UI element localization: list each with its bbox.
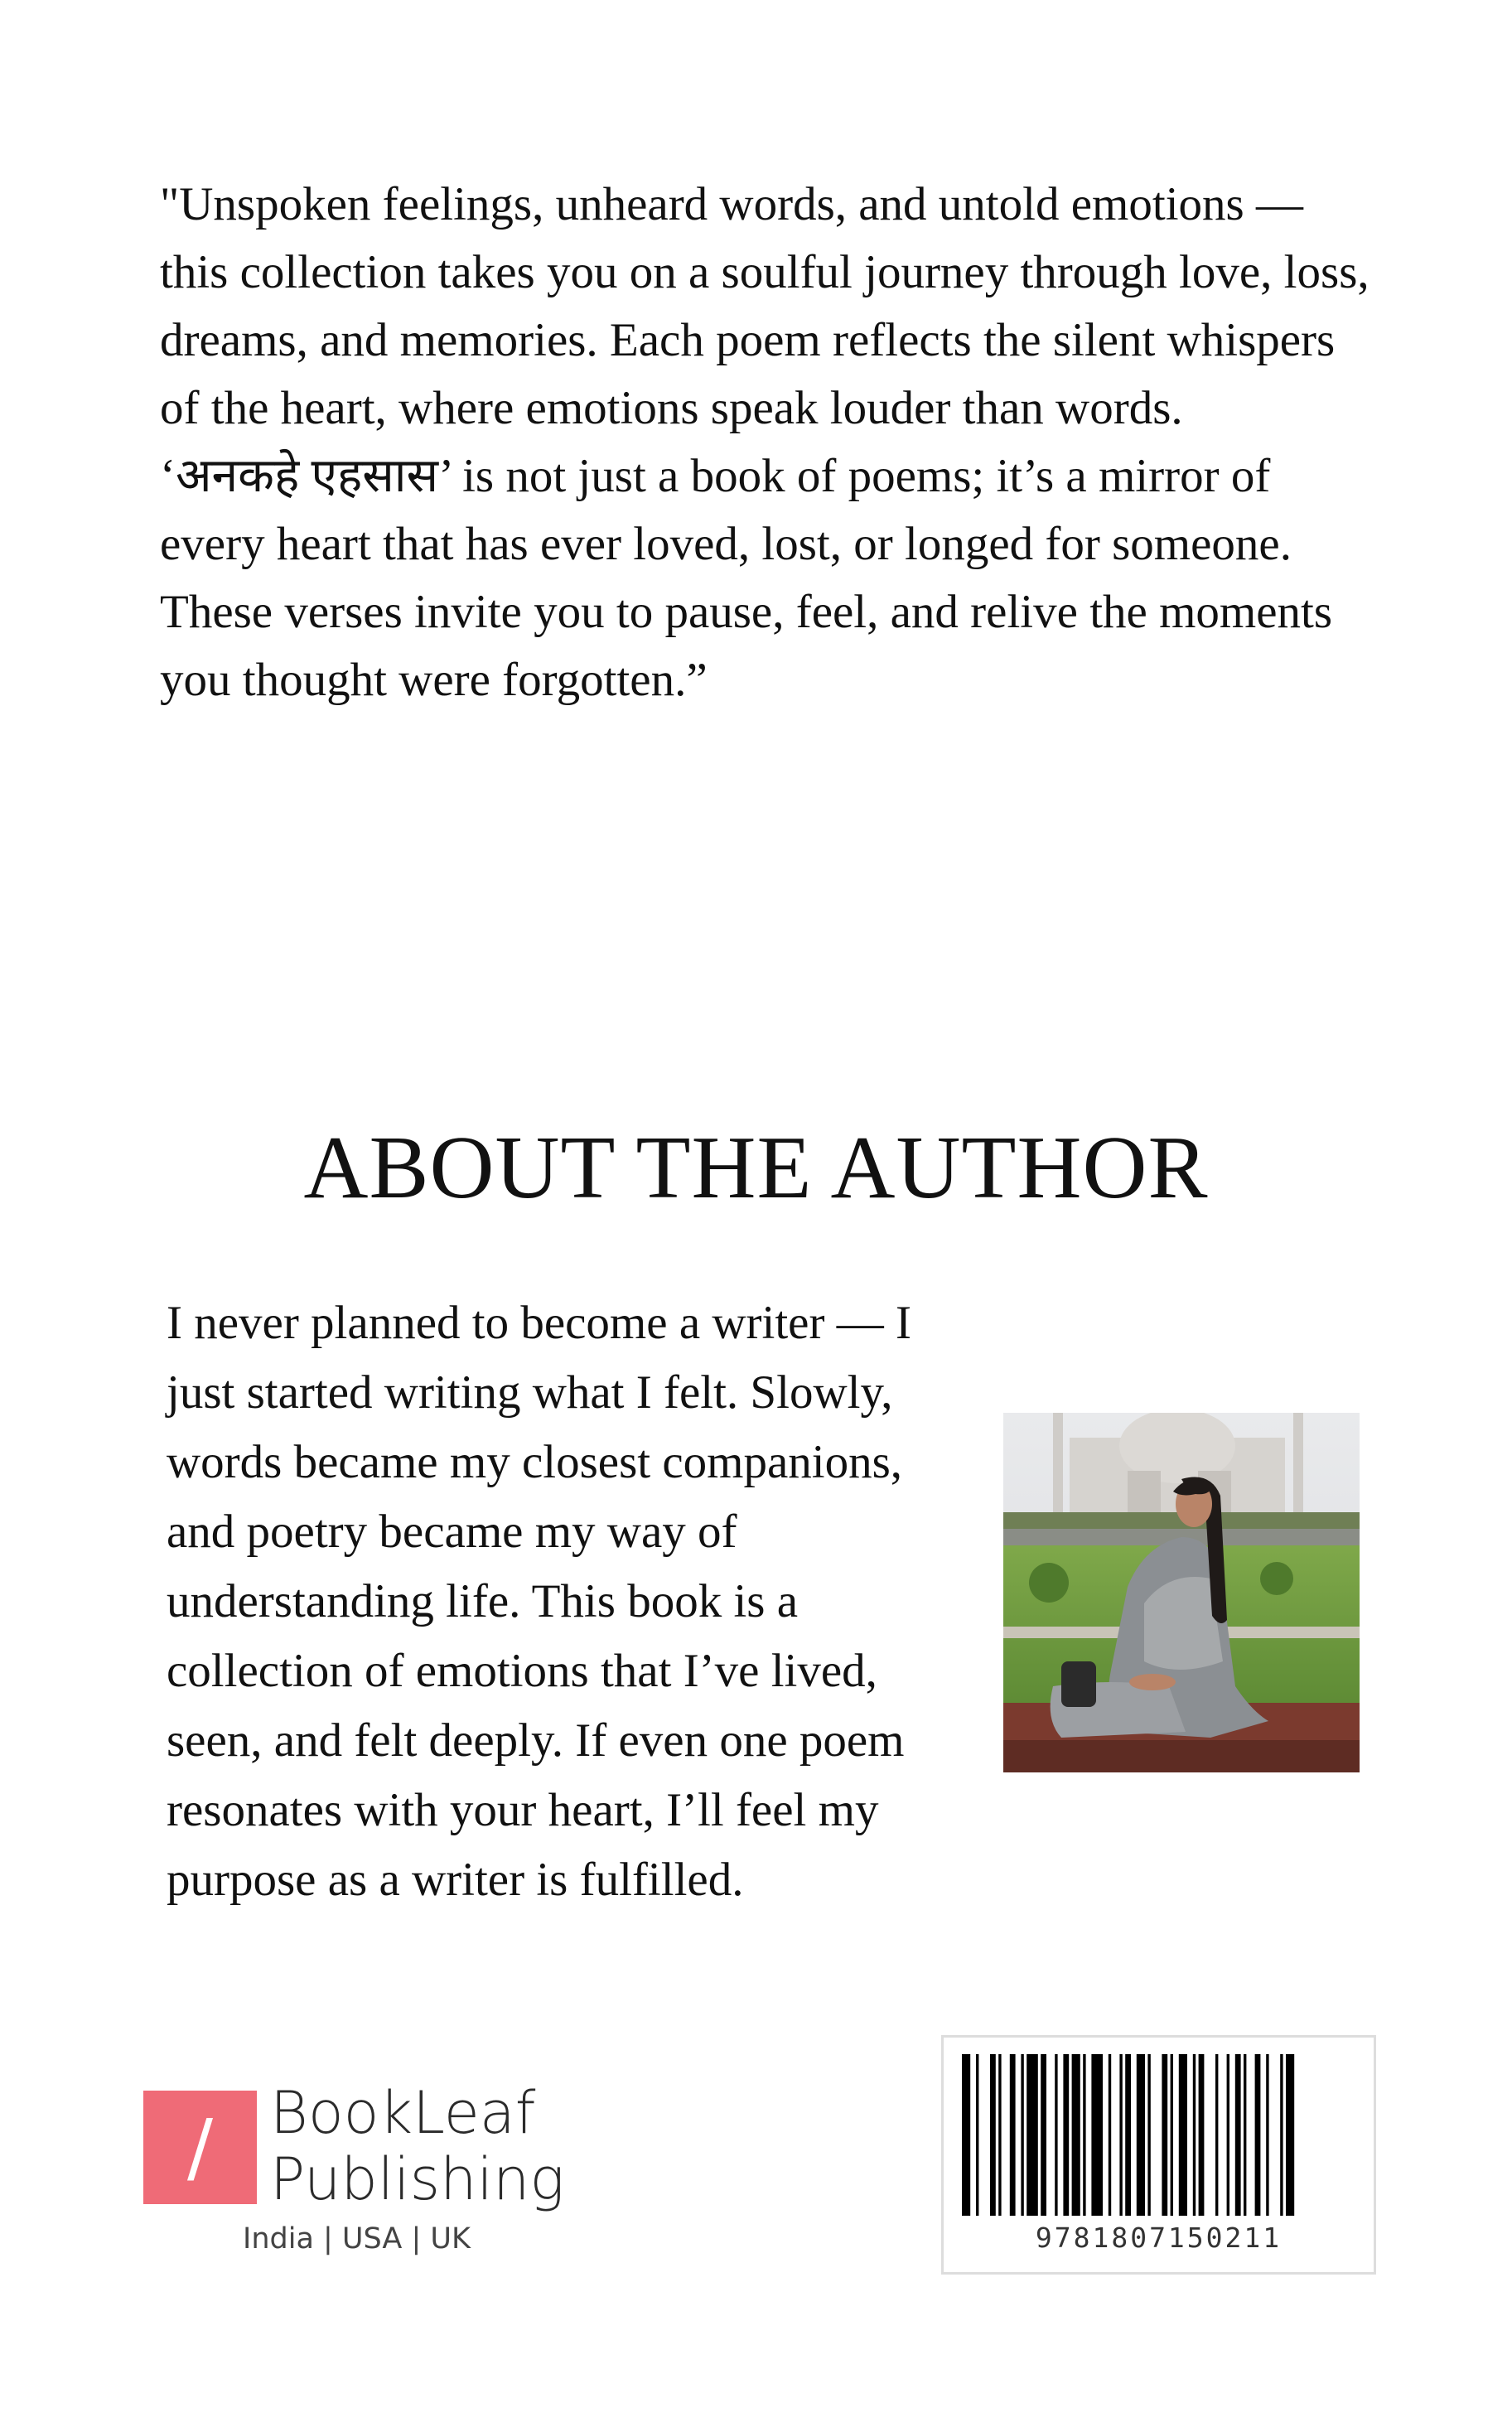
author-photo-image <box>1003 1413 1360 1772</box>
barcode-bar <box>1227 2054 1229 2216</box>
barcode-bar <box>1091 2054 1103 2216</box>
barcode-icon <box>962 2054 1355 2216</box>
about-author-heading: ABOUT THE AUTHOR <box>303 1119 1209 1217</box>
barcode-bar <box>962 2054 970 2216</box>
barcode-bar <box>1147 2054 1150 2216</box>
isbn-number: 9781807150211 <box>1035 2222 1283 2254</box>
barcode-bar <box>990 2054 996 2216</box>
barcode-bar <box>1255 2054 1261 2216</box>
barcode-bar <box>1119 2054 1122 2216</box>
barcode-bar <box>998 2054 1001 2216</box>
barcode-bar <box>1286 2054 1294 2216</box>
publisher-name <box>270 2080 564 2212</box>
author-photo <box>1003 1413 1360 1772</box>
publisher-name-line-1: BookLeaf <box>270 2079 536 2147</box>
barcode-bar <box>1179 2054 1187 2216</box>
barcode-bar <box>1244 2054 1246 2216</box>
barcode-bar <box>1199 2054 1205 2216</box>
barcode-bar <box>1280 2054 1283 2216</box>
barcode-bar <box>1109 2054 1111 2216</box>
barcode-bar <box>1063 2054 1069 2216</box>
barcode-bar <box>1171 2054 1173 2216</box>
barcode-bar <box>1193 2054 1196 2216</box>
barcode-bar <box>1027 2054 1038 2216</box>
barcode-bar <box>1215 2054 1218 2216</box>
barcode-bar <box>1083 2054 1085 2216</box>
blurb-paragraph-2: ‘अनकहे एहसास’ is not just a book of poems; it’s a mirror of every heart that has ever loved, lost, or longed for someone. These verses invite you to pause, feel, and relive the moments you thought were forgotten.” <box>160 450 1333 706</box>
publisher-regions: India | USA | UK <box>243 2222 471 2256</box>
publisher-slash-icon: / <box>143 2091 257 2204</box>
barcode-bar <box>1021 2054 1023 2216</box>
barcode-bar <box>1055 2054 1057 2216</box>
barcode-bar <box>1162 2054 1167 2216</box>
barcode-bar <box>1072 2054 1080 2216</box>
publisher-name-line-2: Publishing <box>270 2145 565 2213</box>
barcode-bar <box>1125 2054 1131 2216</box>
barcode-bar <box>1010 2054 1016 2216</box>
author-bio: I never planned to become a writer — I just started writing what I felt. Slowly, words became my closest companions, and poetry became my way of understanding life. This book is a collection of emotions that I’ve lived, seen, and felt deeply. If even one poem resonates with your heart, I’ll feel my purpose as a writer is fulfilled. <box>167 1297 911 1906</box>
blurb-paragraph-1: "Unspoken feelings, unheard words, and untold emotions — this collection takes you on a soulful journey through love, loss, dreams, and memories. Each poem reflects the silent whispers of the heart, where emotions speak louder than words. <box>160 178 1369 434</box>
barcode-bar <box>1041 2054 1046 2216</box>
barcode-bar <box>976 2054 978 2216</box>
barcode-bar <box>1235 2054 1241 2216</box>
back-cover-blurb <box>160 171 1369 714</box>
barcode-bar <box>1137 2054 1145 2216</box>
barcode-bar <box>1266 2054 1268 2216</box>
publisher-logo <box>143 2080 607 2270</box>
isbn-barcode <box>941 2035 1376 2275</box>
